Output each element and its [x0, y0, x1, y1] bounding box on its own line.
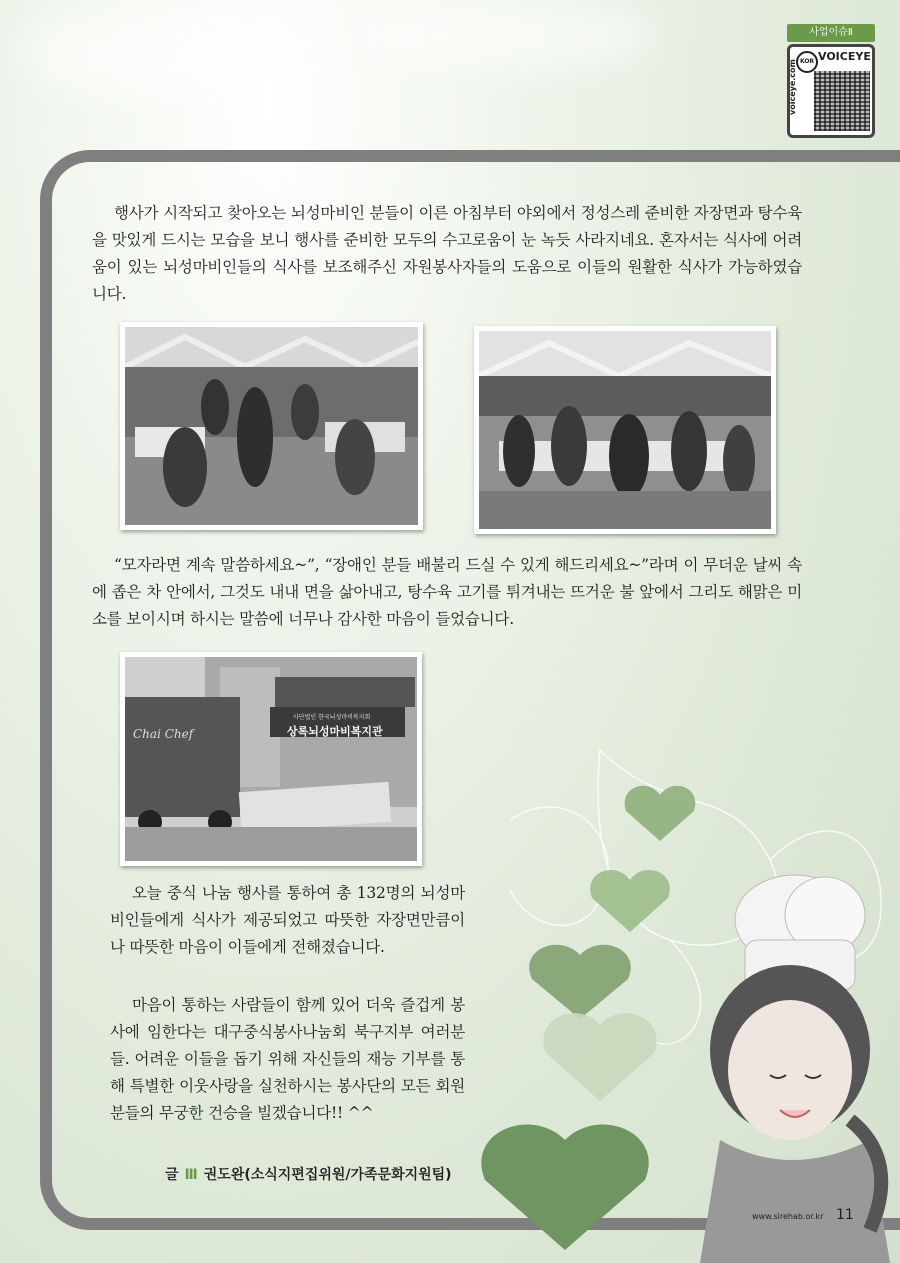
cloud-decoration: [360, 0, 660, 70]
building-sign-small: 사단법인 한국뇌성마비복지회: [293, 714, 371, 721]
voiceye-brand: VOICEYE: [818, 50, 871, 63]
chef-girl-hearts-illustration: [470, 740, 900, 1263]
truck-logo: Chai Chef: [133, 727, 194, 741]
article-paragraph: 마음이 통하는 사람들이 함께 있어 더욱 즐겁게 봉사에 임한다는 대구중식봉사나눔회 북구지부 여러분들. 어려운 이들을 돕기 위해 자신들의 재능 기부를 통해 특별한 이웃사랑을 실천하시는 봉사단의 모든 회원분들의 무궁한 건승을 빌겠습니다!! ^^: [110, 996, 465, 1122]
photo-group-banner: [120, 652, 422, 866]
voiceye-url: voiceye.com: [788, 59, 797, 115]
photo-volunteers-serving: [120, 322, 423, 530]
crowd-eating-photo: [479, 331, 771, 529]
photo-guests-eating: [474, 326, 776, 534]
kor-badge: KOR: [796, 51, 818, 73]
footer-url: www.sirehab.or.kr: [752, 1212, 824, 1221]
byline-prefix: 글: [165, 1167, 179, 1183]
tent-meal-photo: [125, 327, 418, 525]
building-truck-photo: [125, 657, 417, 861]
byline-author: 권도완(소식지편집위원/가족문화지원팀): [203, 1167, 452, 1183]
building-sign: 상록뇌성마비복지관: [287, 725, 383, 738]
page-number: 11: [836, 1207, 854, 1223]
qr-code-icon: [814, 71, 870, 131]
article-paragraph: 행사가 시작되고 찾아오는 뇌성마비인 분들이 이른 아침부터 야외에서 정성스레 준비한 자장면과 탕수육을 맛있게 드시는 모습을 보니 행사를 준비한 모두의 수고로움이 눈 녹듯 사라지네요. 혼자서는 식사에 어려움이 있는 뇌성마비인들의 식사를 보조해주신 자원봉사자들의 도움으로 이들의 원활한 식사가 가능하였습니다.: [92, 204, 802, 303]
article-paragraph: “모자라면 계속 말씀하세요~”, “장애인 분들 배불리 드실 수 있게 해드리세요~”라며 이 무더운 날씨 속에 좁은 차 안에서, 그것도 내내 면을 삶아내고, 탕수육 고기를 튀겨내는 뜨거운 불 앞에서 그리도 해맑은 미소를 보이시며 하시는 말씀에 너무나 감사한 마음이 들었습니다.: [92, 556, 802, 628]
article-paragraph: 오늘 중식 나눔 행사를 통하여 총 132명의 뇌성마비인들에게 식사가 제공되었고 따뜻한 자장면만큼이나 따뜻한 마음이 이들에게 전해졌습니다.: [110, 884, 465, 956]
author-byline: [165, 1164, 452, 1184]
byline-separator: Ⅲ: [184, 1167, 198, 1183]
cloud-decoration: [20, 10, 280, 100]
voiceye-qr-box: [787, 44, 875, 138]
section-tag: 사업이슈Ⅱ: [787, 24, 875, 42]
